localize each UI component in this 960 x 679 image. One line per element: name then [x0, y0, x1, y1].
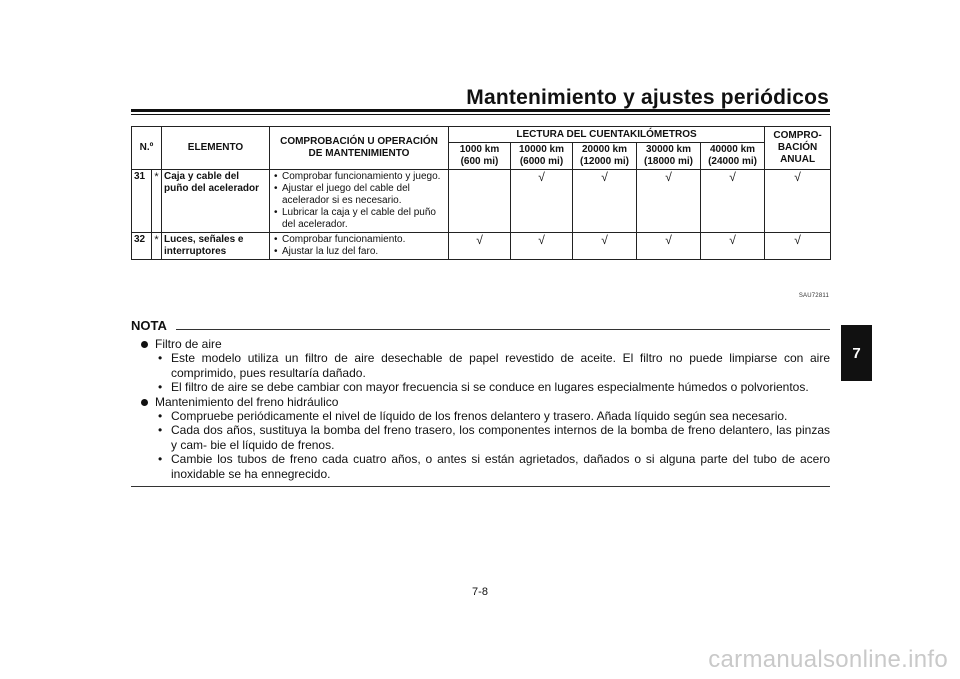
bullet-icon [141, 341, 148, 348]
page-number: 7-8 [472, 586, 488, 598]
bullet-icon [141, 399, 148, 406]
asterisk-mark: * [152, 233, 162, 260]
row-item-line1: Luces, señales e [164, 234, 244, 245]
header-annual-line1: COMPRO- [773, 130, 822, 141]
header-annual [765, 127, 831, 170]
check-mark: √ [511, 170, 573, 233]
title-rule-thick [131, 109, 830, 112]
nota-item [131, 452, 830, 481]
header-km-30000 [637, 143, 701, 170]
nota-item [131, 409, 830, 423]
header-annual-line3: ANUAL [780, 154, 816, 165]
nota-section-title: Filtro de aire [155, 337, 222, 351]
check-mark: √ [573, 170, 637, 233]
operation-item: • Lubricar la caja y el cable del puño del acelerador. [272, 207, 446, 231]
check-mark: √ [701, 170, 765, 233]
row-number: 32 [132, 233, 152, 260]
nota-item [131, 423, 830, 452]
operation-item: • Ajustar el juego del cable del acelerador si es necesario. [272, 183, 446, 207]
nota-item-text: Cada dos años, sustituya la bomba del freno trasero, los componentes internos de la bomba de freno delantero, las pinzas y cam- bie el líquido de frenos. [171, 423, 830, 452]
nota-item [131, 351, 830, 380]
header-element: ELEMENTO [162, 127, 270, 170]
mi-label: (6000 mi) [519, 156, 564, 167]
bullet-small-icon: • [158, 452, 163, 467]
check-mark: √ [449, 233, 511, 260]
mi-label: (600 mi) [460, 156, 499, 167]
row-number: 31 [132, 170, 152, 233]
check-mark [449, 170, 511, 233]
mi-label: (12000 mi) [580, 156, 629, 167]
check-mark: √ [765, 170, 831, 233]
nota-item-text: El filtro de aire se debe cambiar con mayor frecuencia si se conduce en lugares especialmente húmedos o polvorientos. [171, 380, 809, 395]
operation-item: • Comprobar funcionamiento y juego. [272, 171, 446, 183]
row-item-line2: puño del acelerador [164, 183, 260, 194]
row-item [162, 233, 270, 260]
chapter-tab: 7 [841, 325, 872, 381]
row-item [162, 170, 270, 233]
table-row [132, 170, 831, 233]
check-mark: √ [637, 233, 701, 260]
header-row-1 [132, 127, 831, 143]
mi-label: (24000 mi) [708, 156, 757, 167]
bullet-small-icon: • [158, 423, 163, 438]
title-rule-thin [131, 114, 830, 115]
nota-bottom-rule [131, 486, 830, 487]
nota-item-text: Este modelo utiliza un filtro de aire desechable de papel revestido de aceite. El filtro no puede limpiarse con aire comprimido, pues resultaría dañado. [171, 351, 830, 380]
table-row [132, 233, 831, 260]
header-km-40000 [701, 143, 765, 170]
check-mark: √ [637, 170, 701, 233]
header-km-10000 [511, 143, 573, 170]
nota-body [131, 337, 830, 481]
maintenance-table [131, 126, 831, 260]
header-km-1000 [449, 143, 511, 170]
row-operations [270, 170, 449, 233]
nota-item-text: Compruebe periódicamente el nivel de líquido de los frenos delantero y trasero. Añada líquido según sea necesario. [171, 409, 788, 424]
watermark: carmanualsonline.info [708, 646, 948, 673]
km-label: 10000 km [518, 144, 565, 155]
nota-item-text: Cambie los tubos de freno cada cuatro años, o antes si están agrietados, dañados o si alguna parte del tubo de acero inoxidable se ha ennegrecido. [171, 452, 830, 481]
row-operations [270, 233, 449, 260]
page-title: Mantenimiento y ajustes periódicos [466, 86, 829, 109]
bullet-small-icon: • [158, 380, 163, 395]
reference-code: SAU72811 [798, 293, 829, 299]
km-label: 1000 km [459, 144, 500, 155]
nota-section [131, 395, 830, 409]
header-no: N.º [132, 127, 162, 170]
nota-item [131, 380, 830, 394]
asterisk-mark: * [152, 170, 162, 233]
bullet-small-icon: • [158, 351, 163, 366]
row-item-line2: interruptores [164, 246, 227, 257]
operation-item: • Comprobar funcionamiento. [272, 234, 446, 246]
operation-item: • Ajustar la luz del faro. [272, 246, 446, 258]
mi-label: (18000 mi) [644, 156, 693, 167]
header-km-20000 [573, 143, 637, 170]
check-mark: √ [511, 233, 573, 260]
nota-section [131, 337, 830, 351]
header-check-operation [270, 127, 449, 170]
km-label: 30000 km [645, 144, 692, 155]
check-mark: √ [573, 233, 637, 260]
header-annual-line2: BACIÓN [777, 142, 818, 153]
header-odometer: LECTURA DEL CUENTAKILÓMETROS [449, 127, 765, 143]
header-check-operation-line1: COMPROBACIÓN U OPERACIÓN [280, 136, 438, 147]
km-label: 40000 km [710, 144, 756, 155]
check-mark: √ [701, 233, 765, 260]
row-item-line1: Caja y cable del [164, 171, 240, 182]
check-mark: √ [765, 233, 831, 260]
nota-section-title: Mantenimiento del freno hidráulico [155, 394, 339, 409]
bullet-small-icon: • [158, 409, 163, 424]
km-label: 20000 km [581, 144, 628, 155]
nota-label: NOTA [131, 318, 167, 333]
nota-rule [176, 329, 830, 330]
header-check-operation-line2: DE MANTENIMIENTO [308, 148, 410, 159]
